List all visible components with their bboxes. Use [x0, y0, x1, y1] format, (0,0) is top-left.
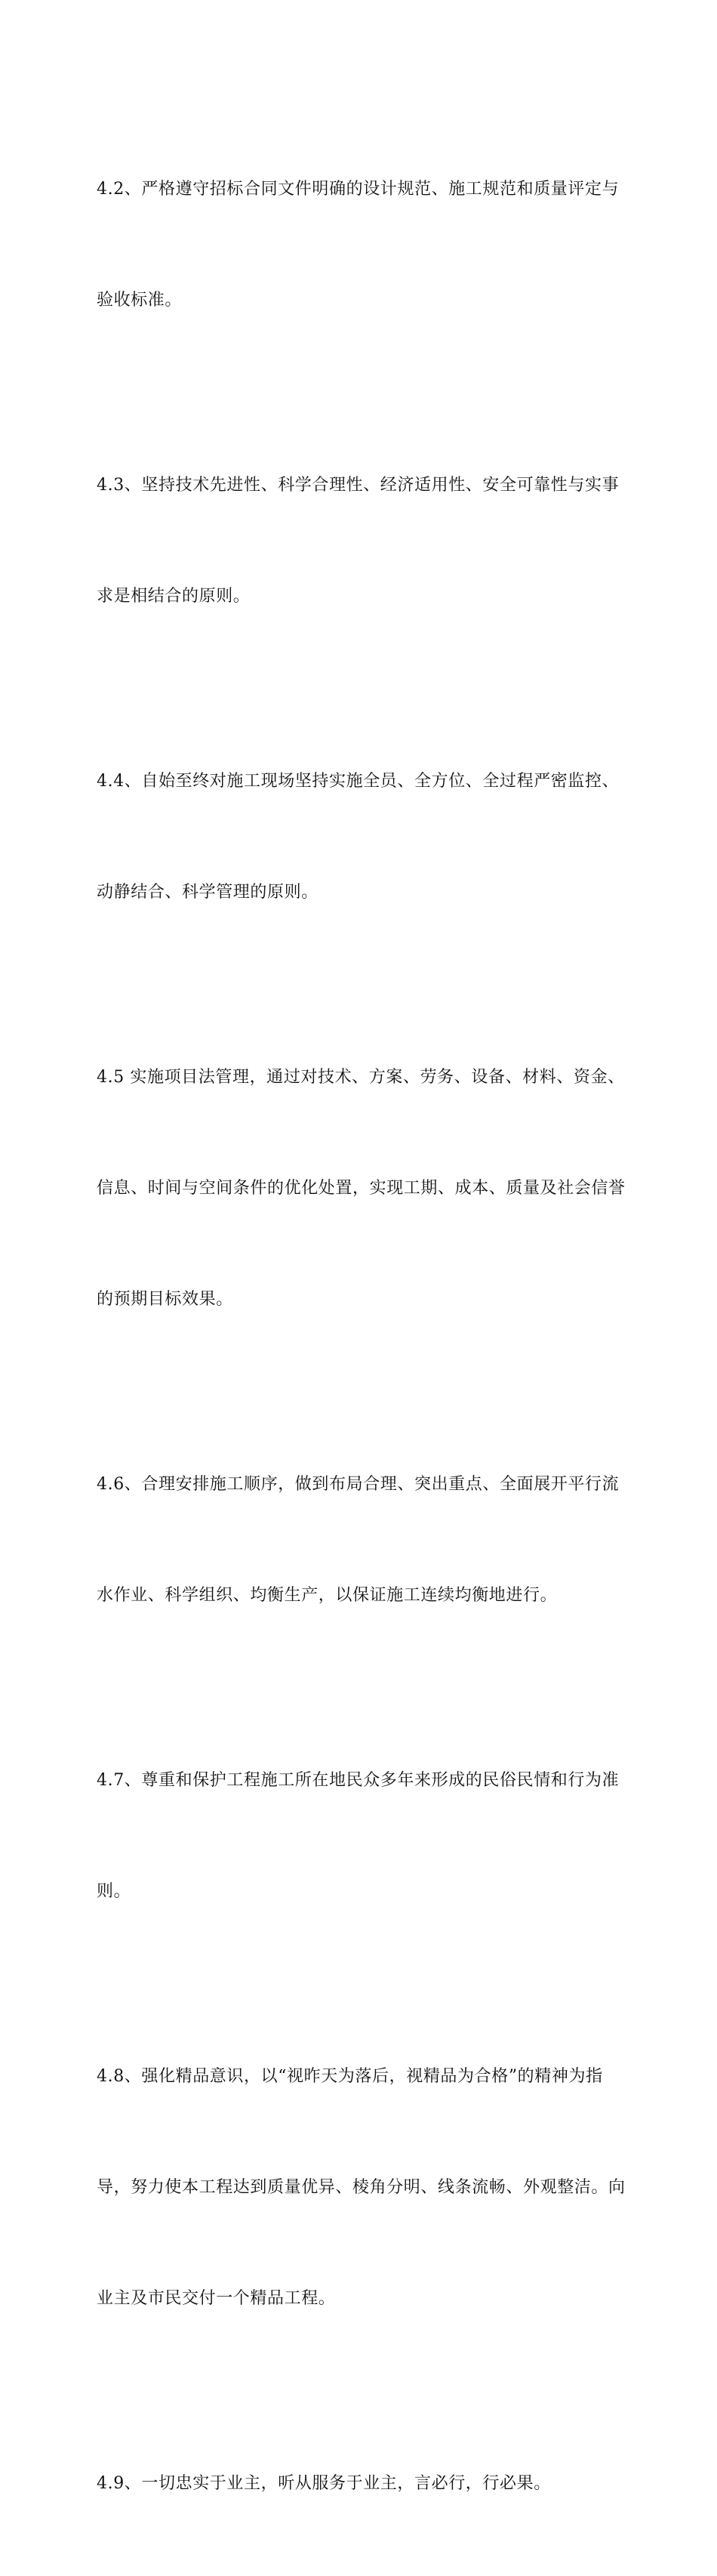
paragraph-4-5: [97, 985, 625, 1392]
paragraph-line: 4.2、严格遵守招标合同文件明确的设计规范、施工规范和质量评定与: [97, 180, 620, 199]
paragraph-line: 4.4、自始至终对施工现场坚持实施全员、全方位、全过程严密监控、: [97, 772, 620, 791]
paragraph-line: 4.8、强化精品意识，以“视昨天为落后，视精品为合格”的精神为指: [97, 2067, 603, 2086]
paragraph-line: 信息、时间与空间条件的优化处置，实现工期、成本、质量及社会信誉: [97, 1179, 626, 1198]
paragraph-line: 4.6、合理安排施工顺序，做到布局合理、突出重点、全面展开平行流: [97, 1475, 620, 1494]
paragraph-4-8: [97, 1984, 625, 2391]
paragraph-4-6: [97, 1392, 625, 1688]
document-body: [97, 97, 625, 2576]
paragraph-4-2: [97, 97, 625, 393]
paragraph-line: 动静结合、科学管理的原则。: [97, 883, 318, 902]
paragraph-line: 4.3、坚持技术先进性、科学合理性、经济适用性、安全可靠性与实事: [97, 476, 620, 495]
paragraph-4-9: [97, 2391, 625, 2576]
paragraph-line: 验收标准。: [97, 291, 183, 310]
paragraph-line: 则。: [97, 1882, 131, 1901]
paragraph-4-4: [97, 689, 625, 985]
paragraph-line: 业主及市民交付一个精品工程。: [97, 2289, 336, 2308]
paragraph-line: 4.5 实施项目法管理，通过对技术、方案、劳务、设备、材料、资金、: [97, 1068, 625, 1087]
paragraph-4-7: [97, 1688, 625, 1984]
paragraph-4-3: [97, 393, 625, 689]
paragraph-line: 水作业、科学组织、均衡生产，以保证施工连续均衡地进行。: [97, 1586, 558, 1605]
paragraph-line: 的预期目标效果。: [97, 1290, 233, 1309]
paragraph-line: 求是相结合的原则。: [97, 587, 251, 606]
paragraph-line: 4.9、一切忠实于业主，听从服务于业主，言必行，行必果。: [97, 2474, 551, 2493]
paragraph-line: 4.7、尊重和保护工程施工所在地民众多年来形成的民俗民情和行为准: [97, 1771, 620, 1790]
paragraph-line: 导，努力使本工程达到质量优异、棱角分明、线条流畅、外观整洁。向: [97, 2178, 626, 2197]
